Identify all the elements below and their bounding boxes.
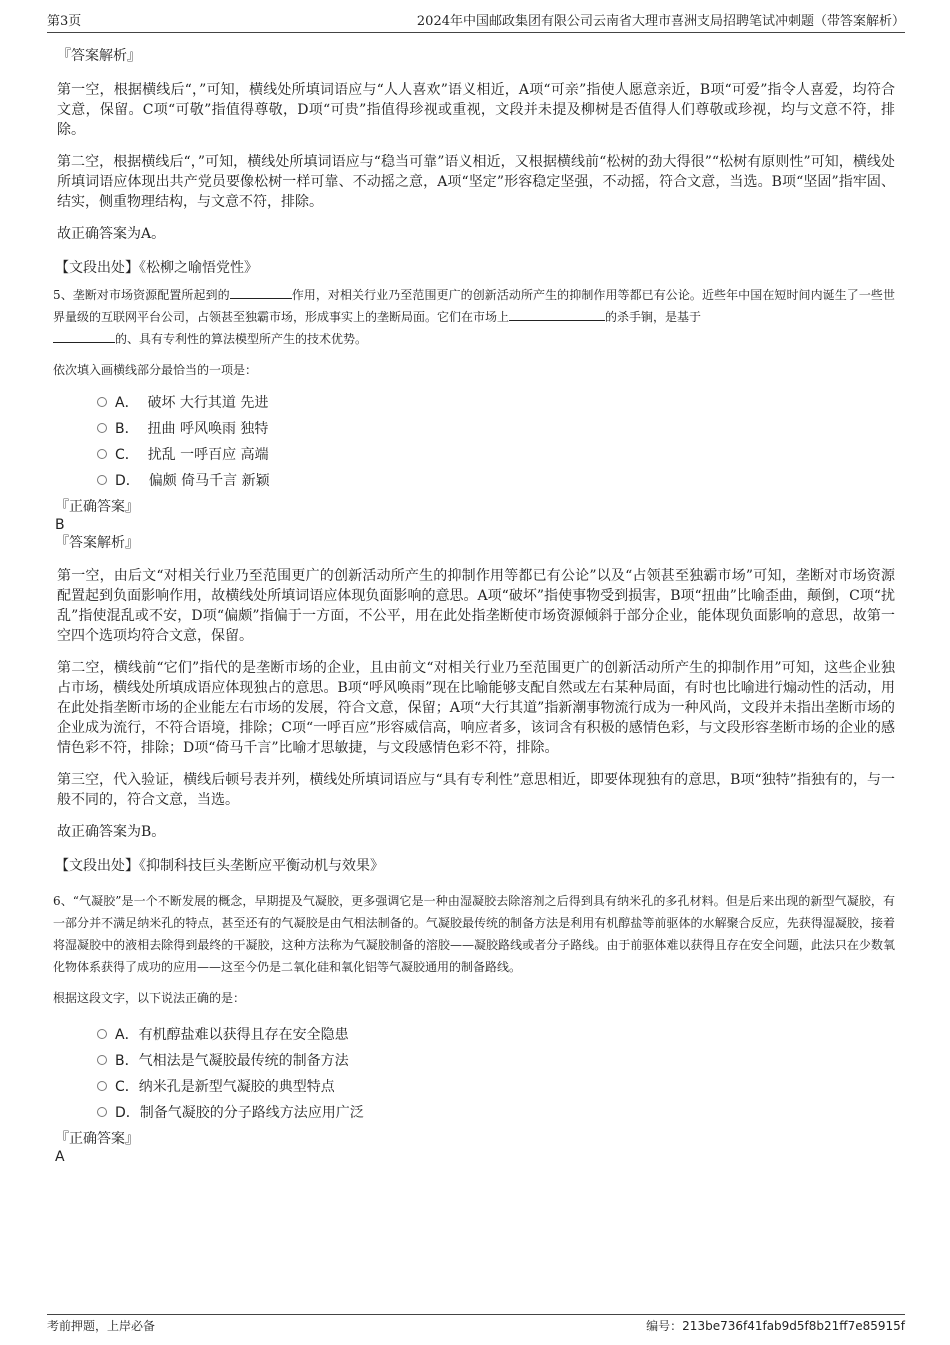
q5-stem-part4: 的、具有专利性的算法模型所产生的技术优势。 xyxy=(115,332,368,346)
q5-correct-label: 『正确答案』 xyxy=(55,499,139,515)
q6-option-c[interactable]: C．纳米孔是新型气凝胶的典型特点 xyxy=(97,1074,895,1100)
q5-option-c[interactable]: C． 扰乱 一呼百应 高端 xyxy=(97,442,895,468)
document-code: 编号：213be736f41fab9d5f8b21ff7e85915f xyxy=(646,1319,905,1333)
document-title: 2024年中国邮政集团有限公司云南省大理市喜洲支局招聘笔试冲刺题（带答案解析） xyxy=(416,14,905,29)
radio-icon[interactable] xyxy=(97,475,107,485)
footer-slogan: 考前押题，上岸必备 xyxy=(47,1319,156,1333)
page-header xyxy=(47,12,905,33)
q5-option-a[interactable]: A． 破坏 大行其道 先进 xyxy=(97,390,895,416)
q5-option-d[interactable]: D． 偏颇 倚马千言 新颖 xyxy=(97,468,895,494)
q6-stem: 6、“气凝胶”是一个不断发展的概念，早期提及气凝胶，更多强调它是一种由湿凝胶去除溶剂之后得到具有纳米孔的多孔材料。但是后来出现的新型气凝胶，有一部分并不满足纳米孔的特点，甚至还有的气凝胶是由气相法制备的。气凝胶最传统的制备方法是利用有机醇盐等前驱体的水解聚合反应，先获得湿凝胶，接着将湿凝胶中的液相去除得到最终的干凝胶，这种方法称为气凝胶制备的溶胶——凝胶路线或者分子路线。由于前驱体难以获得且存在安全问题，此法只在少数氧化物体系获得了成功的应用——这至今仍是二氧化硅和氧化铝等气凝胶通用的制备路线。 xyxy=(53,894,895,974)
q5-explanation-label: 『答案解析』 xyxy=(55,535,139,551)
q6-correct-answer: A xyxy=(55,1149,65,1165)
page-number: 第3页 xyxy=(47,14,82,29)
q4-explanation-p2: 第二空，根据横线后“，”可知，横线处所填词语应与“稳当可靠”语义相近，又根据横线前“松树的劲大得很”“松树有原则性”可知，横线处所填词语应体现出共产党员要像松树一样可靠、不动摇之意，A项“坚定”形容稳定坚强，不动摇，符合文意，当选。B项“坚固”指牢固、结实，侧重物理结构，与文意不符，排除。 xyxy=(57,154,895,210)
q5-stem xyxy=(53,284,895,350)
q6-correct-label: 『正确答案』 xyxy=(55,1131,139,1147)
q5-blank-2 xyxy=(509,306,605,321)
q4-source: 【文段出处】《松柳之喻悟党性》 xyxy=(55,260,258,276)
radio-icon[interactable] xyxy=(97,1029,107,1039)
q6-option-d[interactable]: D．制备气凝胶的分子路线方法应用广泛 xyxy=(97,1100,895,1126)
radio-icon[interactable] xyxy=(97,423,107,433)
q5-explanation-p3: 第三空，代入验证，横线后顿号表并列，横线处所填词语应与“具有专利性”意思相近，即要体现独有的意思，B项“独特”指独有的，与一般不同的，符合文意，当选。 xyxy=(57,772,895,808)
radio-icon[interactable] xyxy=(97,1055,107,1065)
page-footer xyxy=(47,1314,905,1335)
q5-stem-part3: 的杀手锏，是基于 xyxy=(605,310,702,324)
q5-stem-part1: 5、垄断对市场资源配置所起到的 xyxy=(53,288,230,302)
q5-stem-part2: 作用，对相关行业乃至范围更广的创新活动所产生的抑制作用等都已有公论。近些年中国在短时间内诞生了一些世界量级的互联网平台公司，占领甚至独霸市场，形成事实上的垄断局面。它们在市场上 xyxy=(53,288,895,324)
q5-explanation-p1: 第一空，由后文“对相关行业乃至范围更广的创新活动所产生的抑制作用等都已有公论”以及“占领甚至独霸市场”可知，垄断对市场资源配置起到负面影响作用，故横线处所填词语应体现负面影响的意思。A项“破坏”指使事物受到损害，B项“扭曲”比喻歪曲，颠倒，C项“扰乱”指使混乱或不安，D项“偏颇”指偏于一方面，不公平，用在此处指垄断使市场资源倾斜于部分企业，能体现负面影响的意思，故第一空四个选项均符合文意，保留。 xyxy=(57,568,895,644)
q5-blank-3 xyxy=(53,328,115,343)
radio-icon[interactable] xyxy=(97,397,107,407)
q5-options xyxy=(97,390,895,494)
q4-conclusion: 故正确答案为A。 xyxy=(57,226,166,242)
q5-blank-1 xyxy=(230,284,292,299)
q4-explanation-label: 『答案解析』 xyxy=(57,48,141,64)
radio-icon[interactable] xyxy=(97,1107,107,1117)
q4-explanation-p1: 第一空，根据横线后“，”可知，横线处所填词语应与“人人喜欢”语义相近，A项“可亲”指使人愿意亲近，B项“可爱”指令人喜爱，均符合文意，保留。C项“可敬”指值得尊敬，D项“可贵”指值得珍视或重视，文段并未提及柳树是否值得人们尊敬或珍视，均与文意不符，排除。 xyxy=(57,82,895,138)
q5-conclusion: 故正确答案为B。 xyxy=(57,824,166,840)
radio-icon[interactable] xyxy=(97,449,107,459)
q5-prompt: 依次填入画横线部分最恰当的一项是： xyxy=(53,363,258,377)
q5-option-b[interactable]: B． 扭曲 呼风唤雨 独特 xyxy=(97,416,895,442)
page-content xyxy=(55,46,895,1166)
q6-options xyxy=(97,1022,895,1126)
q6-prompt: 根据这段文字，以下说法正确的是： xyxy=(53,991,246,1005)
q5-explanation-p2: 第二空，横线前“它们”指代的是垄断市场的企业，且由前文“对相关行业乃至范围更广的创新活动所产生的抑制作用”可知，这些企业独占市场，横线处所填成语应体现独占的意思。B项“呼风唤雨”现在比喻能够支配自然或左右某种局面，有时也比喻进行煽动性的活动，用在此处指垄断市场的企业能左右市场的发展，符合文意，保留；A项“大行其道”指新潮事物流行成为一种风尚，文段并未指出垄断市场的企业成为流行，不符合语境，排除；C项“一呼百应”形容威信高，响应者多，该词含有积极的感情色彩，与文段形容垄断市场的企业的感情色彩不符，排除；D项“倚马千言”比喻才思敏捷，与文段感情色彩不符，排除。 xyxy=(57,660,895,756)
q6-option-a[interactable]: A．有机醇盐难以获得且存在安全隐患 xyxy=(97,1022,895,1048)
q6-option-b[interactable]: B．气相法是气凝胶最传统的制备方法 xyxy=(97,1048,895,1074)
q5-correct-answer: B xyxy=(55,517,65,533)
q5-source: 【文段出处】《抑制科技巨头垄断应平衡动机与效果》 xyxy=(55,858,384,874)
radio-icon[interactable] xyxy=(97,1081,107,1091)
